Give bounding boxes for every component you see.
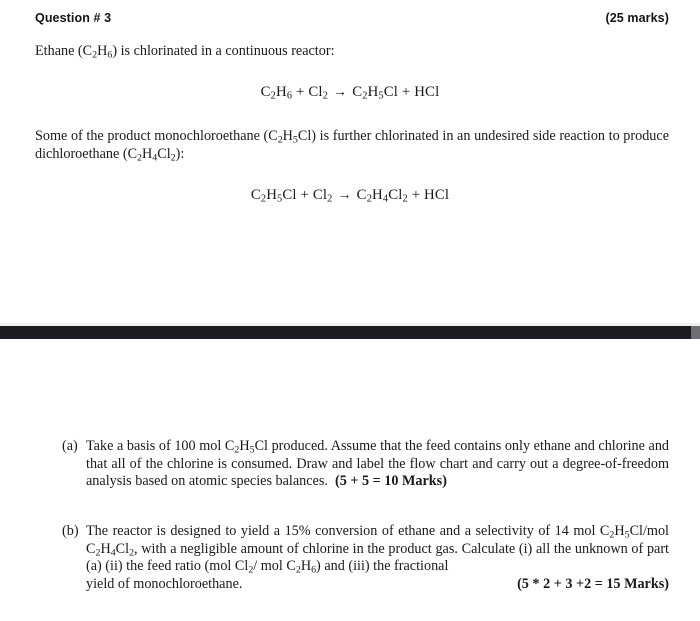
list-item-body-a: Take a basis of 100 mol $C_2H_5Cl$ produced. Assume that the feed contains only ethane and chlorine and that all of the chlorine is consumed. Draw and label the flow chart and carry out a degree-of-freedom analysis based on atomic species balances. (5 + 5 = 10 Marks) [86, 438, 670, 490]
reaction-equation-2 [0, 185, 700, 206]
intro-paragraph: Ethane $(C_2H_6)$ is chlorinated in a continuous reactor: [35, 43, 335, 61]
list-item [62, 438, 669, 491]
reaction-arrow-icon: → [333, 85, 348, 100]
marks-label-a: (5 + 5 = 10 Marks) [335, 473, 447, 490]
dark-redaction-bar-edge [691, 326, 700, 339]
equation-2-text: $C_2H_5Cl + Cl_2 \to C_2H_4Cl_2$ + HCl [250, 187, 450, 205]
marks-label-b: (5 * 2 + 3 +2 = 15 Marks) [517, 575, 669, 592]
equation-1-text: $C_2H_6 + Cl_2 \to C_2H_5Cl$ + HCl [260, 84, 440, 102]
subscript: 2 [92, 49, 98, 61]
last-line-b [86, 576, 669, 594]
page-title: Question # 3 [35, 11, 112, 25]
list-item-body-b: The reactor is designed to yield a 15% conversion of ethane and a selectivity of 14 mol $C_2H_5Cl$/mol $C_2H_4Cl_2$, with a negligible amount of chlorine in the product gas. Calculate (i) all the unknown of part (a) (ii) the feed ratio (mol $Cl_2/$ mol $C_2H_6$) and (iii) the fractional yield of monochloroethane. (5 * 2 + 3 +2 = 15 Marks) [86, 523, 669, 592]
reaction-arrow-icon: → [337, 188, 352, 203]
total-marks-badge: (25 marks) [605, 11, 669, 25]
question-header [35, 11, 669, 25]
dark-redaction-bar [0, 326, 700, 339]
side-reaction-paragraph: Some of the product monochloroethane $(C_2H_5Cl)$ is further chlorinated in an undesired side reaction to produce dichloroethane $(C_2H_4Cl_2)$: [35, 128, 669, 164]
subscript: 6 [107, 49, 113, 61]
list-item-marker-b: (b) [62, 523, 79, 539]
list-item-marker-a: (a) [62, 438, 78, 454]
list-item [62, 523, 669, 593]
reaction-equation-1 [0, 82, 700, 103]
last-line-text-b: yield of monochloroethane. [86, 575, 243, 592]
